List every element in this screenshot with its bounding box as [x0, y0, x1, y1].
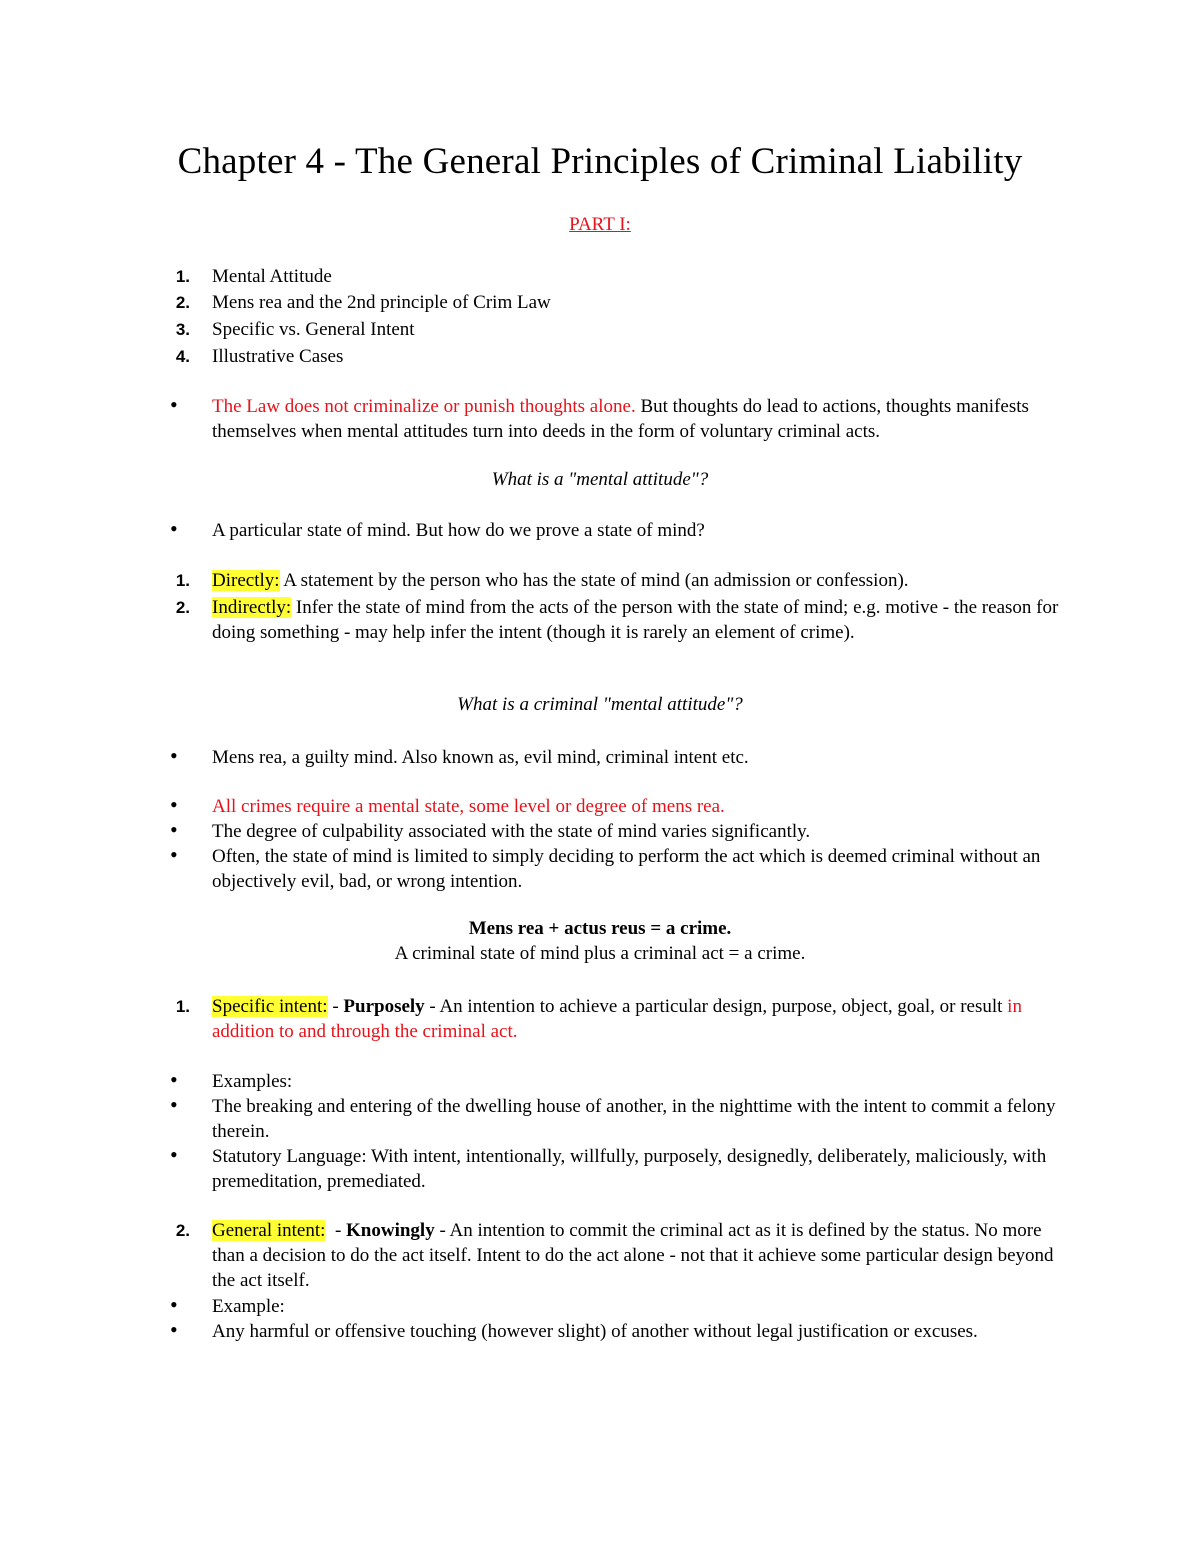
- outline-text: Specific vs. General Intent: [212, 319, 415, 340]
- bullet-text: Example:: [212, 1296, 285, 1317]
- bullet-icon: •: [170, 792, 178, 817]
- bullet-icon: •: [170, 1317, 178, 1342]
- plain-text: Infer the state of mind from the acts of the person with the state of mind; e.g. motive - the reason for doing something - may help infer the intent (though it is rarely an element of crime).: [212, 597, 1059, 643]
- bullet-icon: •: [170, 516, 178, 541]
- question-heading: What is a criminal "mental attitude"?: [457, 694, 743, 715]
- separator: -: [325, 1220, 347, 1241]
- bullet-text: All crimes require a mental state, some level or degree of mens rea.: [212, 796, 725, 817]
- red-text: in addition to and through the criminal act.: [212, 996, 1022, 1042]
- bullet-icon: •: [170, 1142, 178, 1167]
- formula-text: Mens rea + actus reus = a crime.: [468, 918, 732, 939]
- list-number: 2.: [175, 1221, 190, 1240]
- outline-text: Illustrative Cases: [212, 346, 344, 367]
- list-number: 1.: [175, 997, 190, 1016]
- bullet-text: Mens rea, a guilty mind. Also known as, evil mind, criminal intent etc.: [212, 747, 749, 768]
- bullet-text: The breaking and entering of the dwelling house of another, in the nighttime with the intent to commit a felony therein.: [212, 1096, 1056, 1142]
- bullet-icon: •: [170, 1292, 178, 1317]
- outline-text: Mental Attitude: [212, 266, 332, 287]
- list-number: 2.: [175, 293, 190, 312]
- list-number: 3.: [175, 320, 190, 339]
- list-number: 1.: [175, 267, 190, 286]
- general-intent-text: [212, 1218, 1060, 1293]
- plain-text: A statement by the person who has the state of mind (an admission or confession).: [279, 570, 909, 591]
- highlighted-term: General intent:: [212, 1220, 326, 1241]
- bold-term: Purposely: [343, 996, 425, 1017]
- plain-text: - An intention to commit the criminal act as it is defined by the status. No more than a decision to do the act itself. Intent to do the act alone - not that it achieve some particular design beyond the act itself.: [212, 1220, 1054, 1291]
- list-number: 4.: [175, 347, 190, 366]
- question-heading: What is a "mental attitude"?: [491, 469, 709, 490]
- outline-text: Mens rea and the 2nd principle of Crim Law: [212, 292, 551, 313]
- bullet-text: Statutory Language: With intent, intentionally, willfully, purposely, designedly, deliberately, maliciously, with premeditation, premediated.: [212, 1146, 1047, 1192]
- plain-text: But thoughts do lead to actions, thoughts manifests themselves when mental attitudes turn into deeds in the form of voluntary criminal acts.: [212, 396, 1029, 442]
- highlighted-term: Directly:: [212, 570, 280, 591]
- bullet-icon: •: [170, 1092, 178, 1117]
- formula-plain: A criminal state of mind plus a criminal act = a crime.: [394, 943, 806, 964]
- bullet-text: [212, 394, 1060, 444]
- bullet-icon: •: [170, 817, 178, 842]
- bullet-icon: •: [170, 392, 178, 417]
- list-number: 2.: [175, 598, 190, 617]
- separator: -: [327, 996, 344, 1017]
- part-heading-label: PART I:: [569, 214, 631, 235]
- bullet-icon: •: [170, 1067, 178, 1092]
- bullet-text: The degree of culpability associated with the state of mind varies significantly.: [212, 821, 811, 842]
- page-title: Chapter 4 - The General Principles of Criminal Liability: [177, 141, 1023, 182]
- bullet-text: Any harmful or offensive touching (however slight) of another without legal justification or excuses.: [212, 1321, 978, 1342]
- bold-term: Knowingly: [346, 1220, 435, 1241]
- part-heading: [0, 214, 1200, 236]
- proof-text: [212, 568, 1060, 593]
- plain-text: - An intention to achieve a particular design, purpose, object, goal, or result: [424, 996, 1003, 1017]
- bullet-icon: •: [170, 743, 178, 768]
- highlighted-term: Indirectly:: [212, 597, 292, 618]
- specific-intent-text: [212, 994, 1060, 1044]
- bullet-text: Examples:: [212, 1071, 293, 1092]
- proof-text: [212, 595, 1060, 645]
- formula-bold: [0, 918, 1200, 940]
- bullet-text: A particular state of mind. But how do we prove a state of mind?: [212, 520, 705, 541]
- highlighted-term: Specific intent:: [212, 996, 328, 1017]
- red-text: The Law does not criminalize or punish thoughts alone.: [212, 396, 636, 417]
- bullet-text: Often, the state of mind is limited to simply deciding to perform the act which is deemed criminal without an objectively evil, bad, or wrong intention.: [212, 846, 1041, 892]
- bullet-icon: •: [170, 842, 178, 867]
- list-number: 1.: [175, 571, 190, 590]
